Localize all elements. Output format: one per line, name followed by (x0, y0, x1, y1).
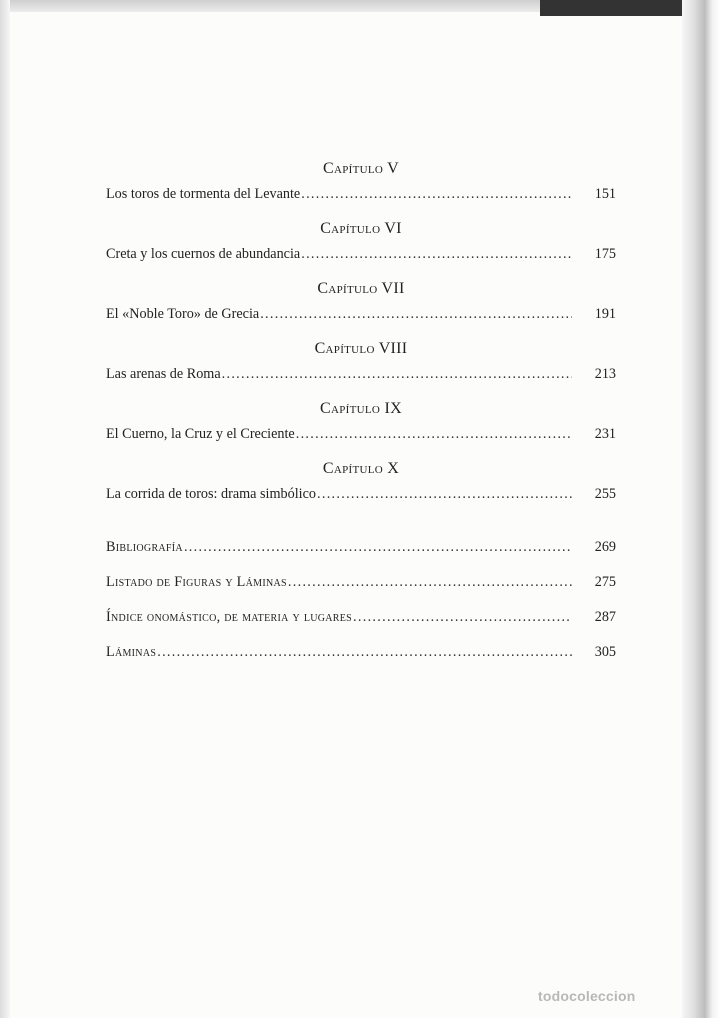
toc-entry-title: El Cuerno, la Cruz y el Creciente (106, 426, 295, 442)
chapter-heading: Capítulo VI (320, 220, 402, 237)
toc-entry-page: 255 (594, 486, 616, 502)
toc-entry-plates[interactable] (106, 635, 616, 670)
book-spine-edge (682, 0, 720, 1018)
chapter-heading: Capítulo VII (317, 280, 405, 297)
dot-leader (301, 240, 572, 268)
toc-entry[interactable] (106, 240, 616, 268)
toc-entry-title: El «Noble Toro» de Grecia (106, 306, 260, 322)
dot-leader (317, 480, 572, 508)
toc-entry-page: 275 (594, 574, 616, 590)
toc-entry[interactable] (106, 360, 616, 388)
toc-entry-page: 213 (594, 366, 616, 382)
dot-leader (184, 530, 572, 565)
dot-leader (157, 635, 572, 670)
toc-entry-page: 287 (594, 609, 616, 625)
toc-entry-title: Creta y los cuernos de abundancia (106, 246, 301, 262)
chapter-heading: Capítulo V (323, 160, 399, 177)
dot-leader (296, 420, 572, 448)
toc-entry-title: Índice onomástico, de materia y lugares (106, 609, 353, 625)
chapter-heading: Capítulo VIII (314, 340, 408, 357)
toc-entry-page: 151 (594, 186, 616, 202)
dot-leader (288, 565, 572, 600)
toc-entry-title: La corrida de toros: drama simbólico (106, 486, 316, 502)
scan-left-edge (0, 0, 10, 1018)
chapter-heading: Capítulo IX (320, 400, 402, 417)
dot-leader (301, 180, 572, 208)
back-matter (106, 530, 616, 670)
toc-entry-title: Los toros de tormenta del Levante (106, 186, 301, 202)
table-of-contents (106, 158, 616, 670)
toc-entry-index[interactable] (106, 600, 616, 635)
toc-entry[interactable] (106, 180, 616, 208)
toc-entry-page: 175 (594, 246, 616, 262)
toc-entry-title: Bibliografía (106, 539, 183, 555)
toc-entry-title: Láminas (106, 644, 157, 660)
toc-entry[interactable] (106, 300, 616, 328)
toc-entry-page: 231 (594, 426, 616, 442)
toc-entry[interactable] (106, 420, 616, 448)
toc-entry-page: 191 (594, 306, 616, 322)
toc-entry-page: 269 (594, 539, 616, 555)
watermark-logo: todocoleccion (538, 988, 636, 1004)
toc-entry-figures-list[interactable] (106, 565, 616, 600)
toc-entry-title: Las arenas de Roma (106, 366, 221, 382)
dot-leader (353, 600, 572, 635)
toc-entry-bibliography[interactable] (106, 530, 616, 565)
dot-leader (222, 360, 572, 388)
chapter-heading: Capítulo X (322, 460, 400, 477)
toc-entry[interactable] (106, 480, 616, 508)
toc-entry-page: 305 (594, 644, 616, 660)
toc-entry-title: Listado de Figuras y Láminas (106, 574, 287, 590)
dot-leader (260, 300, 572, 328)
